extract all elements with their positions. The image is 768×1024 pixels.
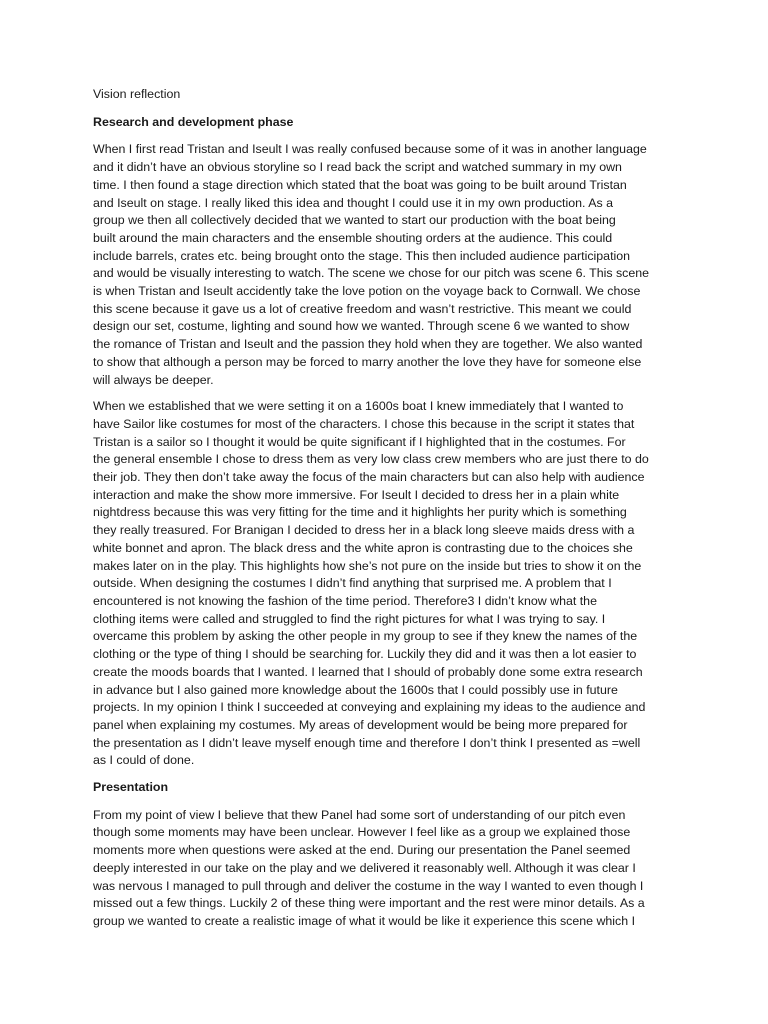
text-line: When we established that we were setting it on a 1600s boat I knew immediately that I wanted to: [93, 399, 624, 414]
document-title: Vision reflection: [93, 87, 181, 101]
text-line: deeply interested in our take on the play and we delivered it reasonably well. Although it was clear I: [93, 860, 636, 875]
text-line: design our set, costume, lighting and sound how we wanted. Through scene 6 we wanted to show: [93, 319, 630, 334]
paragraph-research-intro: [93, 141, 677, 389]
text-line: the romance of Tristan and Iseult and the passion they hold when they are together. We also wanted: [93, 337, 643, 352]
text-line: group we then all collectively decided that we wanted to start our production with the boat being: [93, 213, 616, 228]
text-line: though some moments may have been unclear. However I feel like as a group we explained those: [93, 825, 631, 840]
text-line: moments more when questions were asked at the end. During our presentation the Panel seemed: [93, 843, 631, 858]
paragraph-costumes: [93, 398, 677, 770]
text-line: missed out a few things. Luckily 2 of these thing were important and the rest were minor details. As a: [93, 896, 645, 911]
text-line: and would be visually interesting to watch. The scene we chose for our pitch was scene 6. This scene: [93, 266, 650, 281]
text-line: to show that although a person may be forced to marry another the love they have for someone else: [93, 354, 642, 369]
text-line: outside. When designing the costumes I didn’t find anything that surprised me. A problem that I: [93, 576, 612, 591]
text-line: panel when explaining my costumes. My areas of development would be being more prepared for: [93, 717, 628, 732]
text-line: is when Tristan and Iseult accidently take the love potion on the voyage back to Cornwall. We chose: [93, 284, 641, 299]
text-line: include barrels, crates etc. being brought onto the stage. This then included audience participation: [93, 248, 631, 263]
text-line: their job. They then don’t take away the focus of the main characters but can also help with audience: [93, 470, 645, 485]
text-line: nightdress because this was very fitting for the time and it highlights her purity which is something: [93, 505, 627, 520]
text-line: clothing or the type of thing I should be searching for. Luckily they did and it was then a lot easier to: [93, 647, 637, 662]
text-line: projects. In my opinion I think I succeeded at conveying and explaining my ideas to the audience and: [93, 700, 646, 715]
text-line: create the moods boards that I wanted. I learned that I should of probably done some extra research: [93, 664, 643, 679]
section-heading-research: Research and development phase: [93, 114, 294, 129]
text-line: was nervous I managed to pull through and deliver the costume in the way I wanted to even though I: [93, 878, 644, 893]
text-line: group we wanted to create a realistic image of what it would be like it experience this scene which I: [93, 913, 636, 928]
text-line: overcame this problem by asking the other people in my group to see if they knew the names of the: [93, 629, 638, 644]
text-line: the presentation as I didn’t leave myself enough time and therefore I don’t think I presented as =well: [93, 735, 641, 750]
text-line: interaction and make the show more immersive. For Iseult I decided to dress her in a plain white: [93, 487, 620, 502]
text-line: When I first read Tristan and Iseult I was really confused because some of it was in another language: [93, 142, 647, 157]
text-line: in advance but I also gained more knowledge about the 1600s that I could possibly use in future: [93, 682, 618, 697]
text-line: as I could of done.: [93, 753, 195, 768]
text-line: clothing items were called and struggled to find the right pictures for what I was trying to say. I: [93, 611, 606, 626]
text-line: and it didn’t have an obvious storyline so I read back the script and watched summary in my own: [93, 160, 622, 175]
text-line: and Iseult on stage. I really liked this idea and thought I could use it in my own production. As a: [93, 195, 614, 210]
text-line: have Sailor like costumes for most of the characters. I chose this because in the script it states that: [93, 416, 635, 431]
section-heading-presentation: Presentation: [93, 780, 169, 795]
paragraph-presentation: [93, 807, 677, 931]
text-line: the general ensemble I chose to dress them as very low class crew members who are just there to do: [93, 452, 649, 467]
text-line: this scene because it gave us a lot of creative freedom and wasn’t restrictive. This meant we could: [93, 301, 632, 316]
text-line: they really treasured. For Branigan I decided to dress her in a black long sleeve maids dress with a: [93, 523, 635, 538]
text-line: Tristan is a sailor so I thought it would be quite significant if I highlighted that in the costumes. For: [93, 434, 626, 449]
text-line: makes later on in the play. This highlights how she’s not pure on the inside but tries to show it on the: [93, 558, 642, 573]
text-line: time. I then found a stage direction which stated that the boat was going to be built around Tristan: [93, 177, 627, 192]
text-line: will always be deeper.: [93, 372, 214, 387]
text-line: encountered is not knowing the fashion of the time period. Therefore3 I didn’t know what the: [93, 593, 597, 608]
document-page: [93, 86, 677, 940]
text-line: From my point of view I believe that thew Panel had some sort of understanding of our pitch even: [93, 807, 626, 822]
text-line: white bonnet and apron. The black dress and the white apron is contrasting due to the choices she: [93, 540, 633, 555]
text-line: built around the main characters and the ensemble shouting orders at the audience. This could: [93, 230, 613, 245]
